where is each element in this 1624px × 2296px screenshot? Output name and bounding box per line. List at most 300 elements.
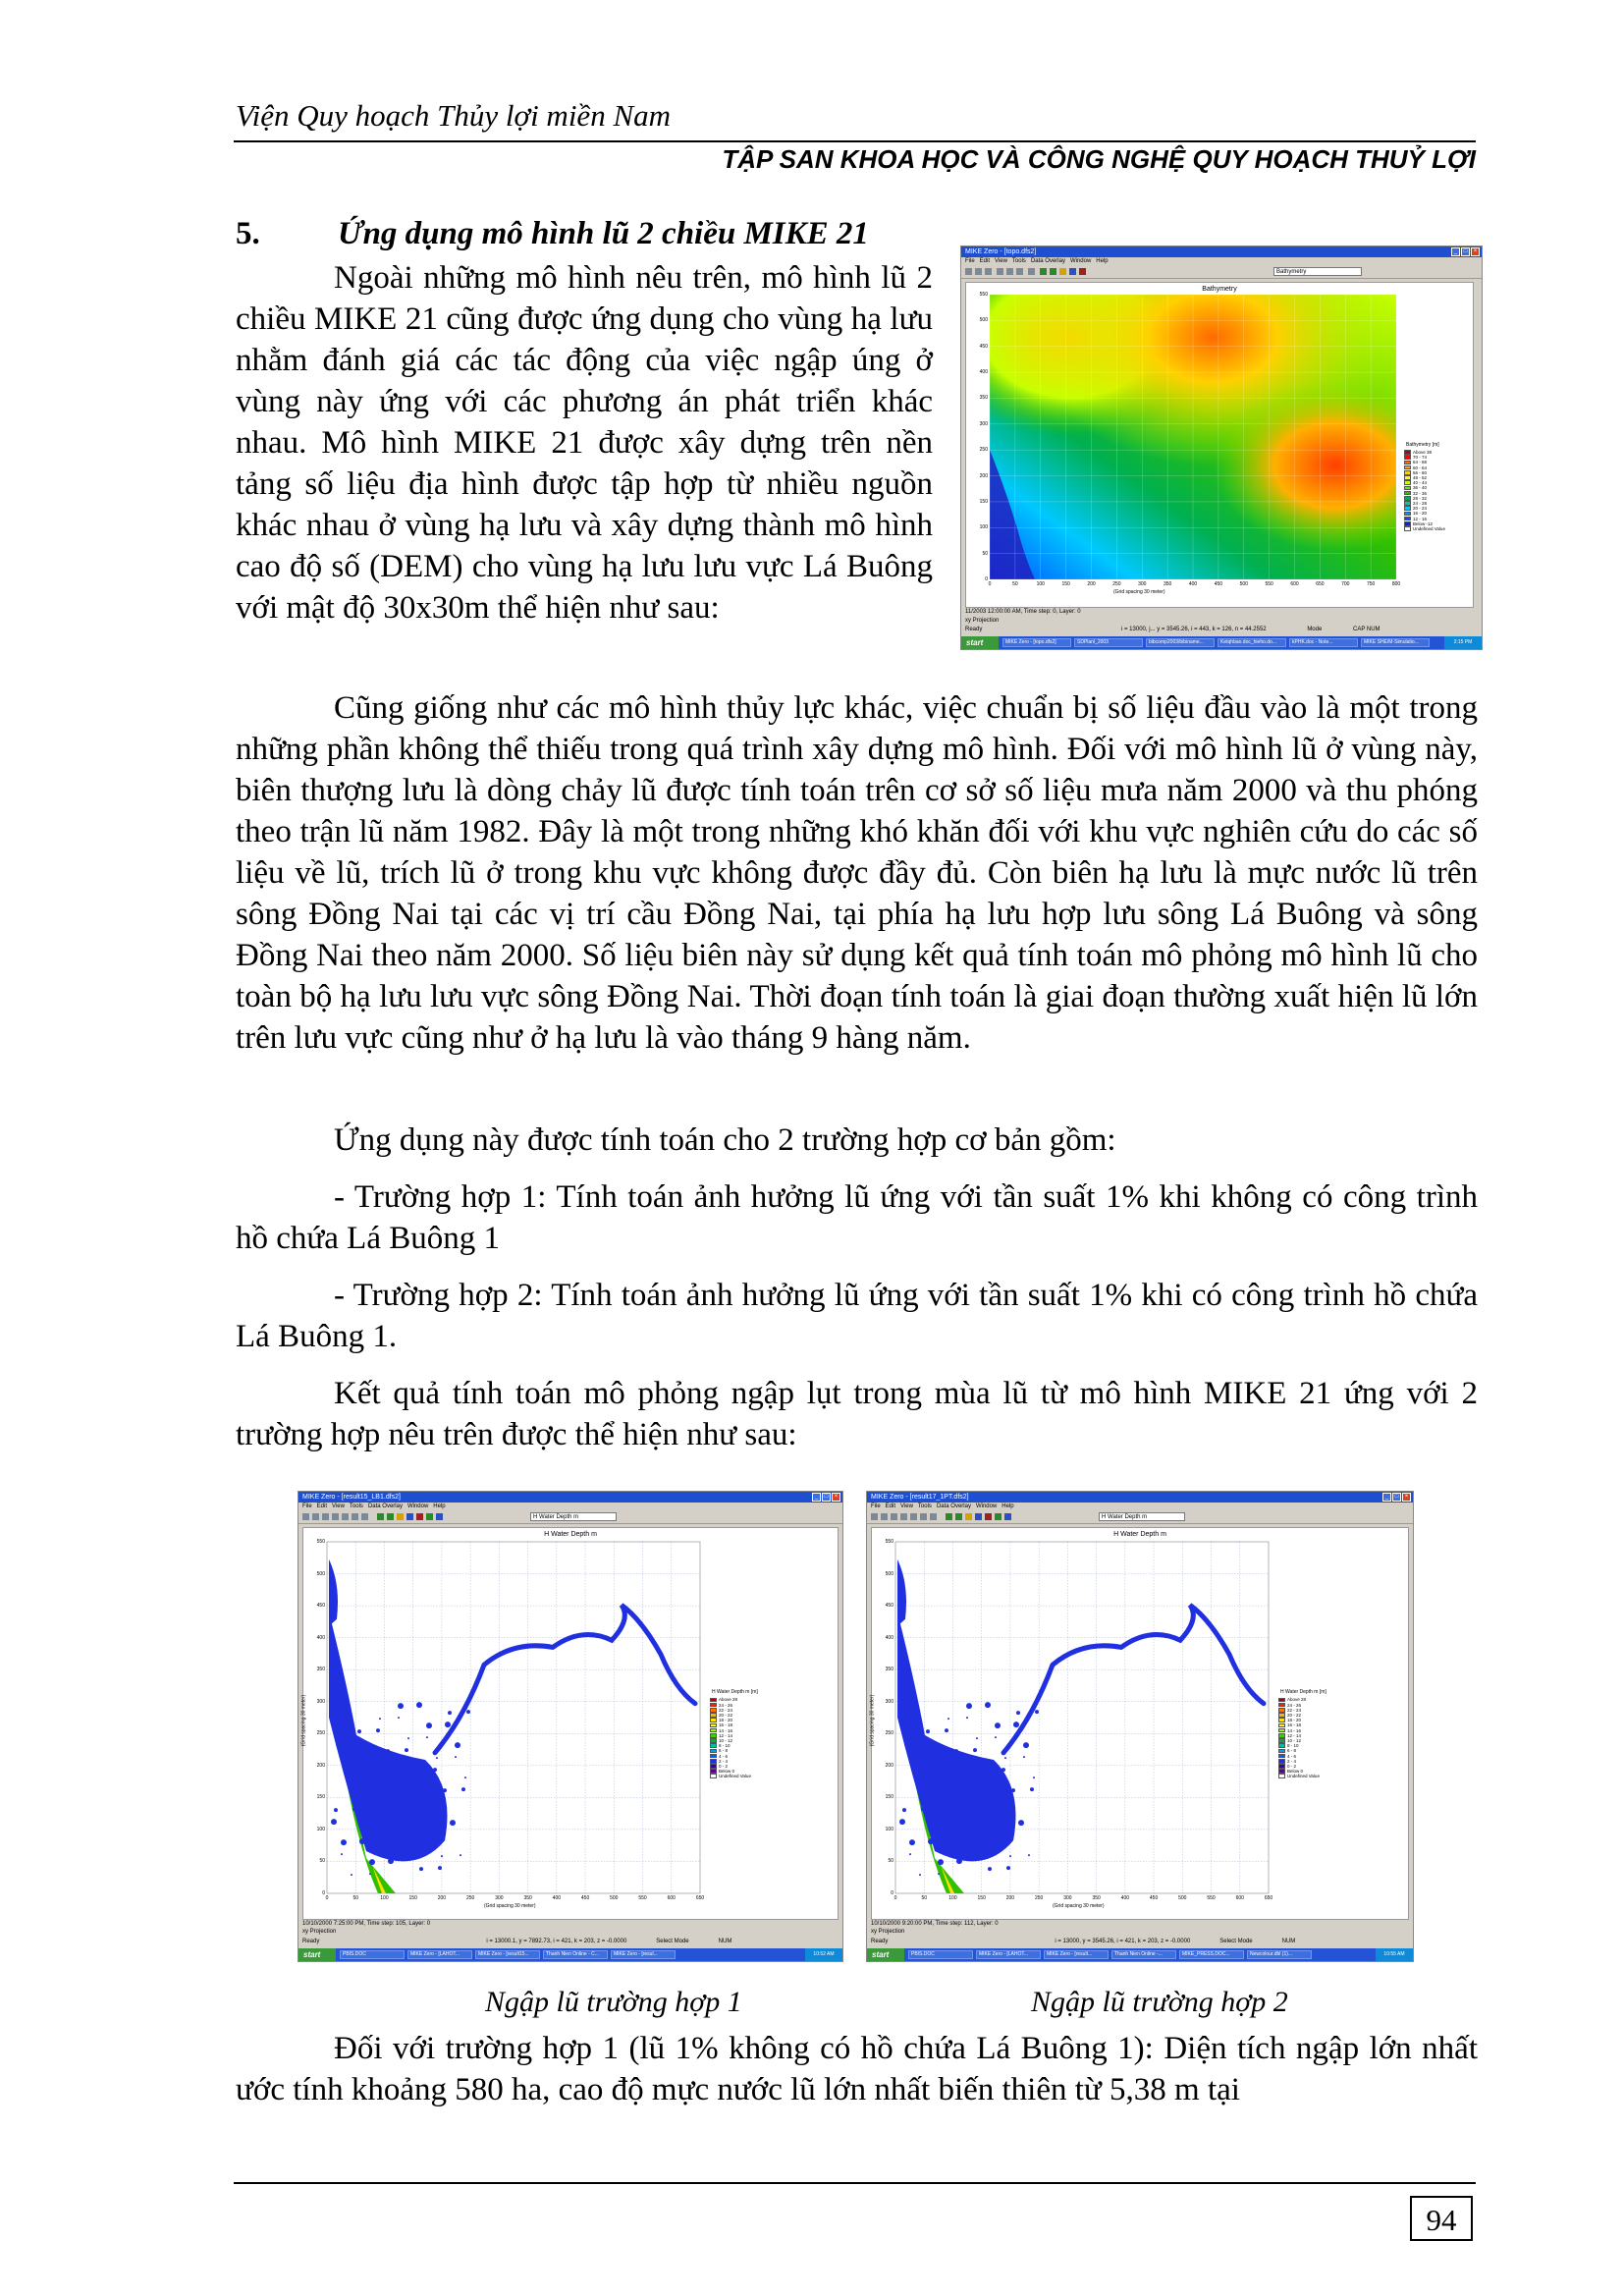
legend-label: 4 - 6 xyxy=(1287,1753,1297,1759)
legend-swatch xyxy=(1278,1713,1285,1718)
taskbar-button[interactable]: MIKE Zero - [LAHOT... xyxy=(976,1950,1041,1959)
legend-swatch xyxy=(1404,506,1411,511)
x-tick-label: 350 xyxy=(1163,581,1172,587)
header-rule xyxy=(234,140,1476,142)
pan-icon[interactable] xyxy=(1059,268,1066,275)
legend-swatch xyxy=(1404,455,1411,460)
legend-label: 12 - 16 xyxy=(1413,516,1428,521)
x-tick-label: 250 xyxy=(465,1895,475,1901)
x-tick-label: 650 xyxy=(1264,1895,1273,1901)
legend-label: 12 - 14 xyxy=(1287,1732,1302,1738)
cut-icon[interactable] xyxy=(332,1513,339,1520)
menu-item-help[interactable]: Help xyxy=(1096,258,1109,264)
legend-swatch xyxy=(1278,1774,1285,1778)
legend-swatch xyxy=(710,1749,717,1754)
legend-label: 20 - 22 xyxy=(719,1713,733,1719)
legend-swatch xyxy=(1404,512,1411,517)
plot-window xyxy=(302,1527,839,1920)
y-tick-label: 250 xyxy=(316,1730,325,1737)
x-tick-label: 600 xyxy=(1235,1895,1244,1901)
taskbar-button[interactable]: MIKE SHE/M-Simulatio... xyxy=(1361,638,1430,647)
plot-title: H Water Depth m xyxy=(1113,1531,1166,1538)
x-tick-label: 350 xyxy=(1092,1895,1101,1901)
legend-label: 16 - 18 xyxy=(719,1722,733,1728)
new-icon[interactable] xyxy=(965,268,972,275)
maximize-icon[interactable]: □ xyxy=(822,1493,831,1502)
legend-swatch xyxy=(1404,461,1411,465)
x-tick-label: 250 xyxy=(1112,581,1121,587)
legend-label: 48 - 52 xyxy=(1413,475,1428,481)
legend-swatch xyxy=(1278,1764,1285,1769)
y-tick-label: 100 xyxy=(316,1826,325,1832)
zoom-out-icon[interactable] xyxy=(955,1513,962,1520)
paragraph-intro: Ngoài những mô hình nêu trên, mô hình lũ 2 chiều MIKE 21 cũng được ứng dụng cho vùng hạ lưu nhằm đánh giá các tác động của việc ngập úng ở vùng này ứng với các phương án phát triển khác nhau. Mô hình MIKE 21 được xây dựng trên nền tảng số liệu địa hình được tập hợp từ nhiều nguồn khác nhau ở vùng hạ lưu và xây dựng thành mô hình cao độ số (DEM) cho vùng hạ lưu lưu vực Lá Buông với mật độ 30x30m thể hiện như sau: xyxy=(236,260,933,626)
x-tick-label: 550 xyxy=(638,1895,647,1901)
caption-case-1: Ngập lũ trường hợp 1 xyxy=(485,1986,742,2018)
plot-title: Bathymetry xyxy=(1202,286,1237,293)
start-button[interactable]: start xyxy=(961,636,999,649)
taskbar-button[interactable]: PBIS.DOC xyxy=(340,1950,405,1959)
legend-swatch xyxy=(1278,1698,1285,1703)
status-text: Ready xyxy=(871,1939,889,1944)
legend-swatch xyxy=(1404,496,1411,501)
close-icon[interactable]: × xyxy=(832,1493,840,1502)
menu-item-help[interactable]: Help xyxy=(433,1503,446,1509)
key-indicators: NUM xyxy=(718,1939,732,1944)
taskbar xyxy=(867,1948,1413,1961)
flood-case-2-screenshot xyxy=(866,1491,1414,1962)
window-title: MIKE Zero - [topo.dfs2] xyxy=(965,248,1037,255)
zoom-in-icon[interactable] xyxy=(377,1513,384,1520)
y-axis-label: (Grid spacing 30 meter) xyxy=(869,1694,876,1747)
legend-label: 24 - 28 xyxy=(1413,500,1428,506)
legend-label: 14 - 16 xyxy=(719,1727,733,1733)
y-tick-label: 300 xyxy=(885,1698,893,1705)
minimize-icon[interactable]: _ xyxy=(1382,1493,1391,1502)
menu-item-file[interactable]: File xyxy=(965,258,975,264)
x-tick-label: 500 xyxy=(1239,581,1248,587)
y-tick-label: 50 xyxy=(319,1858,325,1865)
new-icon[interactable] xyxy=(871,1513,878,1520)
taskbar-button[interactable]: MIKE Zero - [topo.dfs2] xyxy=(1002,638,1071,647)
legend-swatch xyxy=(1278,1733,1285,1738)
start-button[interactable]: start xyxy=(298,1948,336,1961)
taskbar-button[interactable]: MIKE_PRESS.DOC... xyxy=(1179,1950,1244,1959)
close-icon[interactable]: × xyxy=(1402,1493,1411,1502)
window-titlebar xyxy=(961,246,1482,257)
legend-swatch xyxy=(710,1764,717,1769)
legend-label: 70 - 74 xyxy=(1413,455,1428,461)
y-tick-label: 150 xyxy=(979,498,988,505)
x-tick-label: 550 xyxy=(1265,581,1273,587)
menu-item-edit[interactable]: Edit xyxy=(885,1503,896,1509)
window-titlebar xyxy=(867,1492,1413,1503)
menu-bar xyxy=(961,257,1482,266)
print-icon[interactable] xyxy=(1028,268,1035,275)
caption-case-2: Ngập lũ trường hợp 2 xyxy=(1031,1986,1288,2018)
legend-swatch xyxy=(710,1713,717,1718)
vector-icon[interactable] xyxy=(436,1513,443,1520)
paragraph-cases-intro: Ứng dụng này được tính toán cho 2 trường hợp cơ bản gồm: xyxy=(334,1122,1116,1158)
x-tick-label: 0 xyxy=(325,1895,329,1901)
minimize-icon[interactable]: _ xyxy=(812,1493,821,1502)
legend-label: 2 - 4 xyxy=(1287,1758,1297,1764)
legend-swatch xyxy=(1278,1703,1285,1708)
zoom-in-icon[interactable] xyxy=(1040,268,1047,275)
taskbar-button[interactable]: Thanh Nien Online - C... xyxy=(543,1950,608,1959)
cut-icon[interactable] xyxy=(900,1513,907,1520)
legend-swatch xyxy=(1404,470,1411,475)
y-tick-label: 550 xyxy=(316,1539,325,1545)
taskbar-button[interactable]: MIKE Zero - [result... xyxy=(1044,1950,1109,1959)
legend-swatch xyxy=(710,1759,717,1764)
vector-icon[interactable] xyxy=(1004,1513,1011,1520)
legend-swatch xyxy=(710,1718,717,1722)
clock: 10:52 AM xyxy=(805,1948,842,1961)
flood-case-1-screenshot xyxy=(298,1491,843,1962)
legend-item xyxy=(710,1774,751,1778)
menu-item-edit[interactable]: Edit xyxy=(979,258,991,264)
paste-icon[interactable] xyxy=(352,1513,358,1520)
journal-title: TẬP SAN KHOA HỌC VÀ CÔNG NGHỆ QUY HOẠCH THUỶ LỢI xyxy=(722,144,1476,174)
legend-swatch xyxy=(710,1728,717,1733)
select-icon[interactable] xyxy=(1069,268,1076,275)
y-tick-label: 450 xyxy=(979,343,988,350)
paragraph-input-data: Cũng giống như các mô hình thủy lực khác, việc chuẩn bị số liệu đầu vào là một trong những phần không thể thiếu trong quá trình xây dựng mô hình. Đối với mô hình lũ ở vùng này, biên thượng lưu là dòng chảy lũ được tính toán trên cơ sở số liệu mưa năm 2000 và thu phóng theo trận lũ năm 1982. Đây là một trong những khó khăn đối với khu vực nghiên cứu do các số liệu về lũ, trích lũ ở trong khu vực không được đầy đủ. Còn biên hạ lưu là mực nước lũ trên sông Đồng Nai tại các vị trí cầu Đồng Nai, tại phía hạ lưu hợp lưu sông Lá Buông và sông Đồng Nai theo năm 2000. Số liệu biên này sử dụng kết quả tính toán mô phỏng mô hình lũ cho toàn bộ hạ lưu lưu vực sông Đồng Nai. Thời đoạn tính toán là giai đoạn thường xuất hiện lũ lớn trên lưu vực cũng như ở hạ lưu là vào tháng 9 hàng năm. xyxy=(236,690,1478,1056)
maximize-icon[interactable]: □ xyxy=(1461,247,1470,256)
x-tick-label: 350 xyxy=(523,1895,532,1901)
y-tick-label: 350 xyxy=(316,1667,325,1673)
legend-label: 8 - 10 xyxy=(719,1743,731,1749)
legend-swatch xyxy=(710,1708,717,1713)
x-tick-label: 200 xyxy=(1087,581,1096,587)
legend-label: 24 - 26 xyxy=(719,1702,733,1708)
x-tick-label: 100 xyxy=(948,1895,957,1901)
legend-label: 28 - 32 xyxy=(1413,495,1428,501)
start-button[interactable]: start xyxy=(867,1948,904,1961)
x-tick-label: 750 xyxy=(1366,581,1376,587)
menu-item-edit[interactable]: Edit xyxy=(316,1503,328,1509)
y-tick-label: 150 xyxy=(316,1794,325,1801)
minimize-icon[interactable]: _ xyxy=(1451,247,1460,256)
save-icon[interactable] xyxy=(891,1513,897,1520)
legend-label: 10 - 12 xyxy=(719,1737,733,1743)
x-tick-label: 400 xyxy=(1120,1895,1130,1901)
x-tick-label: 150 xyxy=(1061,581,1070,587)
taskbar-button[interactable]: MIKE Zero - [resul... xyxy=(611,1950,676,1959)
menu-item-window[interactable]: Window xyxy=(406,1503,429,1509)
copy-icon[interactable] xyxy=(342,1513,349,1520)
legend-label: Below -12 xyxy=(1413,520,1434,526)
y-tick-label: 450 xyxy=(885,1603,893,1610)
legend-swatch xyxy=(1404,517,1411,521)
toolbar xyxy=(867,1511,1413,1524)
item-dropdown[interactable]: H Water Depth m xyxy=(1099,1512,1185,1521)
status-text: Ready xyxy=(965,627,983,632)
y-tick-label: 400 xyxy=(316,1634,325,1641)
y-tick-label: 250 xyxy=(885,1730,893,1737)
y-tick-label: 400 xyxy=(979,369,988,376)
taskbar-button[interactable]: bibcomp2003/bibiname... xyxy=(1146,638,1215,647)
status-text: Ready xyxy=(302,1939,320,1944)
y-tick-label: 450 xyxy=(316,1603,325,1610)
legend-swatch xyxy=(710,1703,717,1708)
x-tick-label: 50 xyxy=(1012,581,1018,587)
x-tick-label: 250 xyxy=(1034,1895,1044,1901)
taskbar-button[interactable]: Thanh Nien Online -... xyxy=(1111,1950,1176,1959)
legend-label: 32 - 36 xyxy=(1413,490,1428,496)
legend-label: 16 - 20 xyxy=(1413,511,1428,517)
mode-indicator: Mode xyxy=(1307,627,1323,632)
menu-item-view[interactable]: View xyxy=(900,1503,913,1509)
y-tick-label: 500 xyxy=(316,1570,325,1577)
x-tick-label: 400 xyxy=(1188,581,1198,587)
institute-name: Viện Quy hoạch Thủy lợi miền Nam xyxy=(236,98,672,133)
maximize-icon[interactable]: □ xyxy=(1392,1493,1401,1502)
mode-indicator: Select Mode xyxy=(656,1939,689,1944)
contour-icon[interactable] xyxy=(426,1513,433,1520)
y-tick-label: 550 xyxy=(885,1539,893,1545)
taskbar xyxy=(961,636,1482,649)
legend-label: Above 38 xyxy=(1413,450,1433,456)
x-tick-label: 500 xyxy=(1178,1895,1187,1901)
taskbar-button[interactable]: SDPlanl_2003 xyxy=(1074,638,1143,647)
clock: 10:55 AM xyxy=(1376,1948,1413,1961)
legend-swatch xyxy=(1278,1738,1285,1743)
menu-item-window[interactable]: Window xyxy=(975,1503,998,1509)
legend-label: 20 - 24 xyxy=(1413,506,1428,512)
legend-label: 16 - 18 xyxy=(1287,1722,1302,1728)
legend-label: 24 - 26 xyxy=(1287,1702,1302,1708)
legend-swatch xyxy=(1404,450,1411,455)
x-tick-label: 650 xyxy=(695,1895,705,1901)
menu-item-data-overlay[interactable]: Data Overlay xyxy=(936,1503,971,1509)
bathymetry-map xyxy=(966,283,1473,607)
x-axis-label: (Grid spacing 30 meter) xyxy=(484,1903,536,1909)
x-tick-label: 0 xyxy=(988,581,992,587)
legend-label: 64 - 68 xyxy=(1413,460,1428,465)
legend-swatch xyxy=(1404,501,1411,506)
y-tick-label: 200 xyxy=(316,1762,325,1769)
y-tick-label: 500 xyxy=(979,317,988,324)
projection-tab[interactable]: xy Projection xyxy=(871,1929,905,1935)
new-icon[interactable] xyxy=(302,1513,309,1520)
x-tick-label: 0 xyxy=(893,1895,897,1901)
copy-icon[interactable] xyxy=(910,1513,917,1520)
taskbar-button[interactable]: MIKE Zero - [LAHOT... xyxy=(407,1950,472,1959)
profile-icon[interactable] xyxy=(985,1513,992,1520)
legend-label: Above 28 xyxy=(719,1697,738,1703)
paste-icon[interactable] xyxy=(1016,268,1023,275)
y-tick-label: 0 xyxy=(322,1890,325,1896)
window-title: MIKE Zero - [result15_LB1.dfs2] xyxy=(302,1494,401,1501)
legend-label: 4 - 6 xyxy=(719,1753,729,1759)
status-bar xyxy=(867,1938,1413,1946)
x-tick-label: 150 xyxy=(977,1895,986,1901)
footer-info: 10/10/2000 9:20:00 PM, Time step: 112, Layer: 0 xyxy=(871,1921,999,1927)
copy-icon[interactable] xyxy=(1006,268,1013,275)
cursor-coords: i = 13000.1, y = 7892.73, i = 421, k = 203, z = -0.0000 xyxy=(486,1939,627,1944)
save-icon[interactable] xyxy=(322,1513,329,1520)
menu-item-view[interactable]: View xyxy=(995,258,1007,264)
legend-label: Undefined Value xyxy=(1287,1774,1320,1779)
taskbar-button[interactable]: kPHK.doc - Note... xyxy=(1289,638,1358,647)
footer-info: 10/10/2000 7:25:00 PM, Time step: 105, Layer: 0 xyxy=(302,1921,431,1927)
menu-item-file[interactable]: File xyxy=(302,1503,312,1509)
menu-bar xyxy=(298,1503,842,1511)
menu-item-help[interactable]: Help xyxy=(1001,1503,1014,1509)
bathymetry-legend xyxy=(1404,450,1445,531)
paragraph-case-2: - Trường hợp 2: Tính toán ảnh hưởng lũ ứng với tần suất 1% khi có công trình hồ chứa Lá Buông 1. xyxy=(236,1278,1478,1354)
water-depth-map xyxy=(872,1528,1408,1919)
projection-tab[interactable]: xy Projection xyxy=(302,1929,337,1935)
legend-label: 20 - 22 xyxy=(1287,1713,1302,1719)
paste-icon[interactable] xyxy=(920,1513,927,1520)
legend-swatch xyxy=(710,1774,717,1778)
menu-item-tools[interactable]: Tools xyxy=(917,1503,932,1509)
legend-title: H Water Depth m [m] xyxy=(1280,1689,1326,1696)
pan-icon[interactable] xyxy=(397,1513,404,1520)
legend-label: 2 - 4 xyxy=(719,1758,729,1764)
legend-swatch xyxy=(1278,1723,1285,1728)
y-tick-label: 100 xyxy=(979,524,988,531)
y-tick-label: 550 xyxy=(979,292,988,298)
section-number: 5. xyxy=(236,216,260,251)
profile-icon[interactable] xyxy=(416,1513,423,1520)
menu-item-file[interactable]: File xyxy=(871,1503,881,1509)
taskbar-button[interactable]: PBIS.DOC xyxy=(908,1950,973,1959)
legend-item xyxy=(1404,526,1445,531)
status-bar xyxy=(298,1938,842,1946)
plot-title: H Water Depth m xyxy=(544,1531,597,1538)
legend-swatch xyxy=(1278,1759,1285,1764)
y-tick-label: 350 xyxy=(885,1667,893,1673)
legend-swatch xyxy=(1404,491,1411,496)
legend-label: 6 - 8 xyxy=(1287,1748,1297,1754)
taskbar xyxy=(298,1948,842,1961)
legend-label: 6 - 8 xyxy=(719,1748,729,1754)
legend-label: 60 - 64 xyxy=(1413,465,1428,470)
x-tick-label: 700 xyxy=(1341,581,1350,587)
x-tick-label: 400 xyxy=(552,1895,562,1901)
x-tick-label: 300 xyxy=(1138,581,1147,587)
cut-icon[interactable] xyxy=(997,268,1003,275)
x-tick-label: 800 xyxy=(1391,581,1401,587)
water-depth-map xyxy=(303,1528,838,1919)
profile-icon[interactable] xyxy=(1079,268,1086,275)
legend-swatch xyxy=(1404,480,1411,485)
legend-title: Bathymetry [m] xyxy=(1406,442,1439,448)
legend-label: 18 - 20 xyxy=(1287,1718,1302,1723)
y-tick-label: 150 xyxy=(885,1794,893,1801)
legend-label: Above 28 xyxy=(1287,1697,1307,1703)
legend-swatch xyxy=(1404,521,1411,526)
legend-label: 40 - 44 xyxy=(1413,480,1428,486)
menu-item-window[interactable]: Window xyxy=(1069,258,1092,264)
pan-icon[interactable] xyxy=(965,1513,972,1520)
open-icon[interactable] xyxy=(312,1513,319,1520)
zoom-out-icon[interactable] xyxy=(1050,268,1056,275)
legend-swatch xyxy=(710,1723,717,1728)
legend-swatch xyxy=(1404,526,1411,531)
legend-swatch xyxy=(710,1698,717,1703)
menu-item-data-overlay[interactable]: Data Overlay xyxy=(367,1503,403,1509)
select-icon[interactable] xyxy=(975,1513,982,1520)
open-icon[interactable] xyxy=(975,268,982,275)
footer-info: 11/2003 12:00:00 AM, Time step: 0, Layer: 0 xyxy=(965,609,1081,615)
taskbar-button[interactable]: Newcolour.dbl (1)... xyxy=(1247,1950,1312,1959)
key-indicators: CAP NUM xyxy=(1353,627,1380,632)
plot-window xyxy=(965,282,1474,608)
legend-swatch xyxy=(1404,475,1411,480)
menu-item-view[interactable]: View xyxy=(332,1503,345,1509)
cursor-coords: i = 13000, j... y = 3545.26, i = 443, k = 126, n = 44.2552 xyxy=(1121,627,1267,632)
legend-swatch xyxy=(710,1754,717,1759)
print-icon[interactable] xyxy=(930,1513,937,1520)
item-dropdown[interactable]: Bathymetry xyxy=(1273,267,1362,276)
menu-item-tools[interactable]: Tools xyxy=(1011,258,1026,264)
x-tick-label: 500 xyxy=(610,1895,619,1901)
taskbar-button[interactable]: MIKE Zero - [result15... xyxy=(475,1950,540,1959)
zoom-out-icon[interactable] xyxy=(387,1513,394,1520)
zoom-in-icon[interactable] xyxy=(946,1513,952,1520)
legend-title: H Water Depth m [m] xyxy=(712,1689,758,1696)
menu-item-tools[interactable]: Tools xyxy=(349,1503,363,1509)
item-dropdown[interactable]: H Water Depth m xyxy=(530,1512,617,1521)
plot-window xyxy=(871,1527,1409,1920)
save-icon[interactable] xyxy=(985,268,992,275)
print-icon[interactable] xyxy=(361,1513,368,1520)
open-icon[interactable] xyxy=(881,1513,888,1520)
legend-label: 22 - 24 xyxy=(1287,1707,1302,1713)
page-number: 94 xyxy=(1410,2196,1473,2241)
mode-indicator: Select Mode xyxy=(1219,1939,1253,1944)
taskbar-button[interactable]: Ketqhbao.doc_hieho.do... xyxy=(1218,638,1286,647)
legend-label: 56 - 60 xyxy=(1413,469,1428,475)
x-tick-label: 100 xyxy=(380,1895,389,1901)
x-tick-label: 150 xyxy=(408,1895,417,1901)
bathymetry-screenshot xyxy=(960,246,1483,650)
legend-swatch xyxy=(710,1738,717,1743)
legend-label: 22 - 24 xyxy=(719,1707,733,1713)
x-tick-label: 100 xyxy=(1036,581,1045,587)
select-icon[interactable] xyxy=(406,1513,413,1520)
y-tick-label: 300 xyxy=(316,1698,325,1705)
x-tick-label: 600 xyxy=(667,1895,676,1901)
projection-tab[interactable]: xy Projection xyxy=(965,618,1000,624)
x-tick-label: 650 xyxy=(1316,581,1325,587)
y-tick-label: 350 xyxy=(979,395,988,402)
y-tick-label: 400 xyxy=(885,1634,893,1641)
legend-swatch xyxy=(1278,1754,1285,1759)
x-axis-label: (Grid spacing 30 meter) xyxy=(1113,589,1165,595)
x-tick-label: 300 xyxy=(1063,1895,1072,1901)
y-tick-label: 200 xyxy=(885,1762,893,1769)
legend-swatch xyxy=(1278,1769,1285,1774)
menu-item-data-overlay[interactable]: Data Overlay xyxy=(1030,258,1065,264)
contour-icon[interactable] xyxy=(995,1513,1001,1520)
legend-label: 10 - 12 xyxy=(1287,1737,1302,1743)
x-tick-label: 450 xyxy=(580,1895,590,1901)
water-depth-legend xyxy=(710,1697,751,1778)
footer-rule xyxy=(234,2182,1476,2184)
legend-label: Below 0 xyxy=(719,1769,735,1775)
window-titlebar xyxy=(298,1492,842,1503)
x-tick-label: 200 xyxy=(437,1895,447,1901)
close-icon[interactable]: × xyxy=(1471,247,1480,256)
legend-swatch xyxy=(1404,465,1411,470)
legend-swatch xyxy=(1278,1718,1285,1722)
